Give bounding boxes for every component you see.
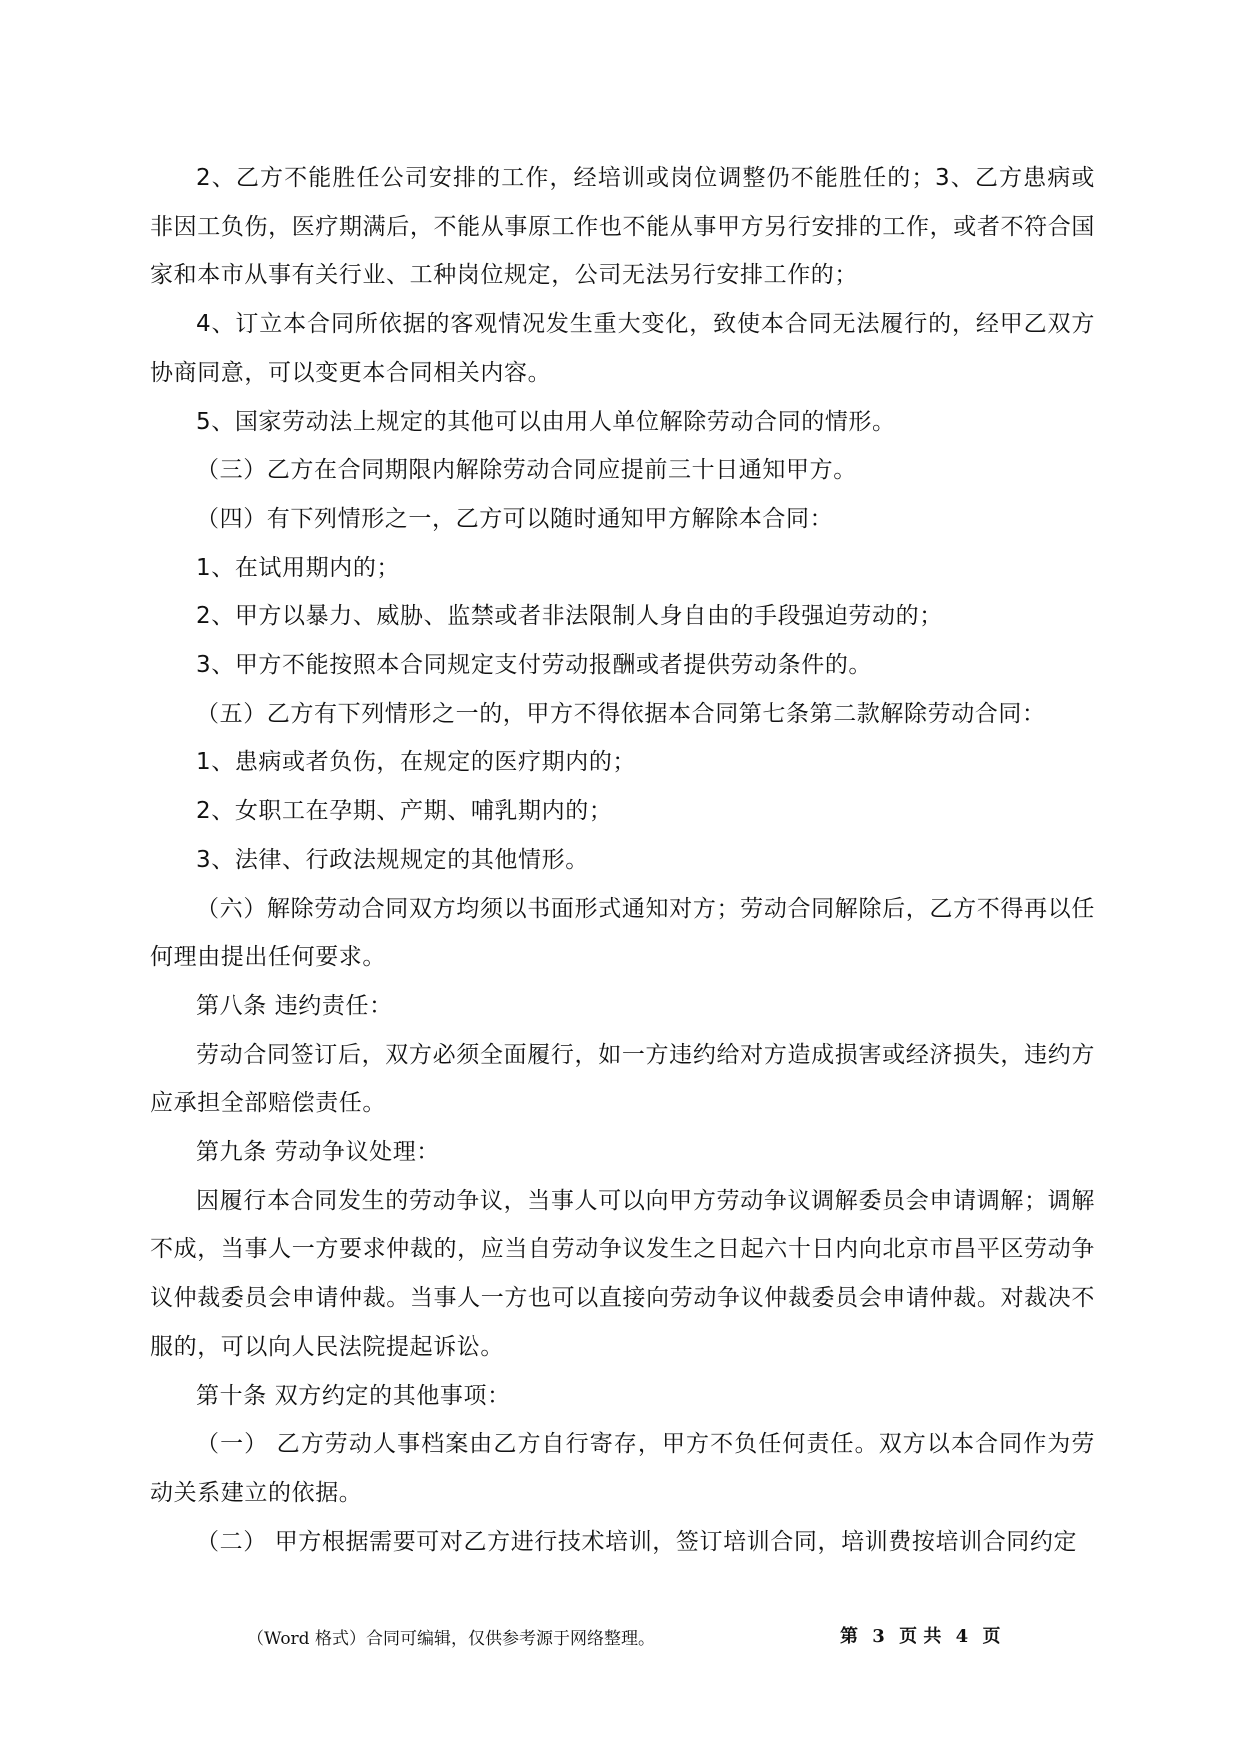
page-current: 3 xyxy=(872,1626,885,1647)
paragraph: 5、国家劳动法上规定的其他可以由用人单位解除劳动合同的情形。 xyxy=(196,408,896,435)
paragraph: （一） 乙方劳动人事档案由乙方自行寄存，甲方不负任何责任。双方以本合同作为劳动关系建立的依据。 xyxy=(150,1431,1095,1506)
paragraph: 劳动合同签订后，双方必须全面履行，如一方违约给对方造成损害或经济损失，违约方应承担全部赔偿责任。 xyxy=(150,1041,1095,1117)
paragraph: 2、女职工在孕期、产期、哺乳期内的； xyxy=(196,798,613,825)
paragraph: 1、在试用期内的； xyxy=(196,554,401,581)
paragraph: （二） 甲方根据需要可对乙方进行技术培训，签订培训合同，培训费按培训合同约定 xyxy=(196,1528,1078,1555)
paragraph: （五）乙方有下列情形之一的，甲方不得依据本合同第七条第二款解除劳动合同： xyxy=(196,700,1046,727)
paragraph: 2、甲方以暴力、威胁、监禁或者非法限制人身自由的手段强迫劳动的； xyxy=(196,603,943,630)
page-footer xyxy=(0,1620,1241,1654)
paragraph: （六）解除劳动合同双方均须以书面形式通知对方；劳动合同解除后，乙方不得再以任何理由提出任何要求。 xyxy=(150,895,1095,971)
paragraph: 因履行本合同发生的劳动争议，当事人可以向甲方劳动争议调解委员会申请调解；调解不成，当事人一方要求仲裁的，应当自劳动争议发生之日起六十日内向北京市昌平区劳动争议仲裁委员会申请仲裁。当事人一方也可以直接向劳动争议仲裁委员会申请仲裁。对裁决不服的，可以向人民法院提起诉讼。 xyxy=(150,1187,1095,1360)
page-suffix: 页 xyxy=(982,1626,1001,1647)
article-heading: 第九条 劳动争议处理： xyxy=(196,1139,440,1166)
paragraph: 1、患病或者负伤，在规定的医疗期内的； xyxy=(196,749,637,776)
paragraph: 3、法律、行政法规规定的其他情形。 xyxy=(196,846,589,873)
paragraph: 4、订立本合同所依据的客观情况发生重大变化，致使本合同无法履行的，经甲乙双方协商同意，可以变更本合同相关内容。 xyxy=(150,311,1095,386)
paragraph: （四）有下列情形之一，乙方可以随时通知甲方解除本合同： xyxy=(196,505,834,532)
footer-note: （Word 格式）合同可编辑，仅供参考源于网络整理。 xyxy=(247,1629,655,1649)
article-heading: 第八条 违约责任： xyxy=(196,992,393,1019)
document-body xyxy=(150,154,1095,1566)
page-number xyxy=(840,1622,1000,1648)
page-total: 4 xyxy=(955,1626,969,1647)
article-heading: 第十条 双方约定的其他事项： xyxy=(196,1382,511,1409)
paragraph: 2、乙方不能胜任公司安排的工作，经培训或岗位调整仍不能胜任的；3、乙方患病或非因工负伤，医疗期满后，不能从事原工作也不能从事甲方另行安排的工作，或者不符合国家和本市从事有关行业、工种岗位规定，公司无法另行安排工作的； xyxy=(150,165,1095,289)
paragraph: 3、甲方不能按照本合同规定支付劳动报酬或者提供劳动条件的。 xyxy=(196,652,873,679)
paragraph: （三）乙方在合同期限内解除劳动合同应提前三十日通知甲方。 xyxy=(196,457,857,484)
page-prefix: 第 xyxy=(840,1626,858,1647)
page-mid: 页 共 xyxy=(899,1626,942,1647)
